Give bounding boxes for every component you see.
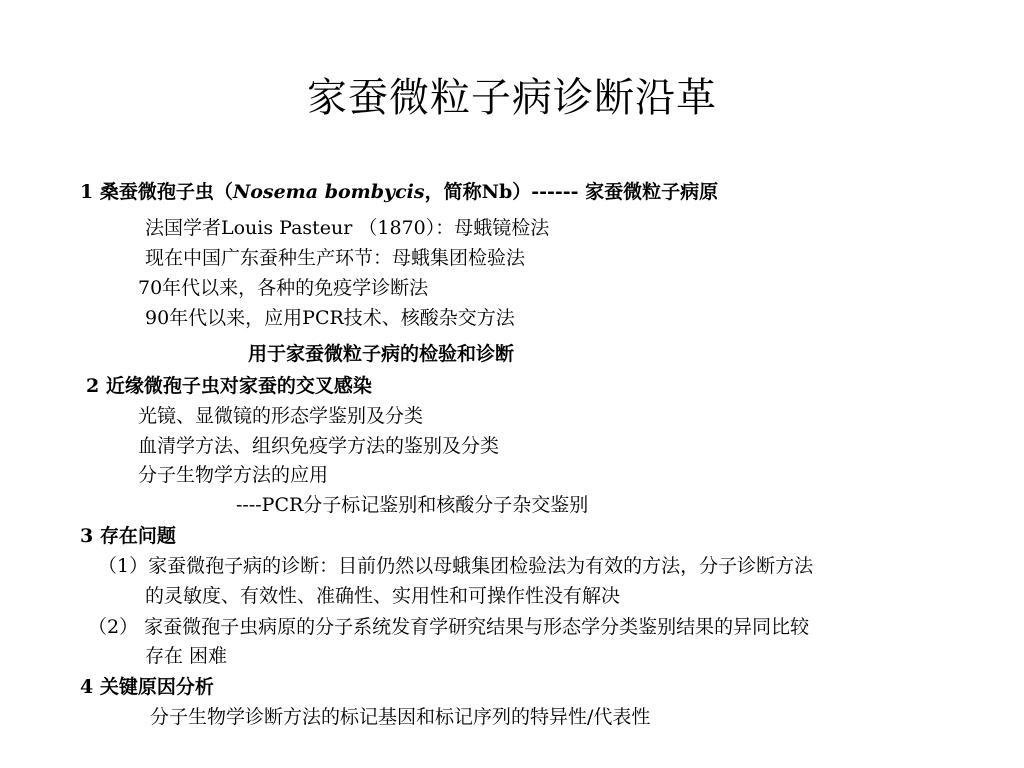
section-4-item: 分子生物学诊断方法的标记基因和标记序列的特异性/代表性 (150, 706, 651, 728)
section-2-sub: ----PCR分子标记鉴别和核酸分子杂交鉴别 (236, 494, 589, 516)
section-3-item-1-line-1: （1）家蚕微孢子病的诊断：目前仍然以母蛾集团检验法为有效的方法，分子诊断方法 (98, 555, 814, 577)
section-2-item: 光镜、显微镜的形态学鉴别及分类 (138, 405, 424, 427)
slide-title: 家蚕微粒子病诊断沿革 (307, 75, 717, 121)
section-1-item: 法国学者Louis Pasteur （1870）：母蛾镜检法 (145, 217, 550, 239)
section-1-summary: 用于家蚕微粒子病的检验和诊断 (248, 343, 515, 365)
section-2-item: 血清学方法、组织免疫学方法的鉴别及分类 (138, 435, 500, 457)
section-1-item: 现在中国广东蚕种生产环节：母蛾集团检验法 (145, 247, 526, 269)
section-1-heading-suffix: ，简称Nb）------ 家蚕微粒子病原 (424, 181, 719, 203)
section-3-item-2-line-2: 存在 困难 (145, 645, 228, 667)
section-1-heading-latin-name: Nosema bombycis (232, 181, 425, 203)
section-1-heading-prefix: 1 桑蚕微孢子虫（ (80, 181, 233, 203)
section-3-item-1-line-2: 的灵敏度、有效性、准确性、实用性和可操作性没有解决 (145, 585, 621, 607)
section-3-heading: 3 存在问题 (80, 525, 176, 547)
section-1-heading (80, 178, 718, 206)
section-1-item: 70年代以来，各种的免疫学诊断法 (138, 277, 429, 299)
section-2-heading: 2 近缘微孢子虫对家蚕的交叉感染 (86, 375, 372, 397)
section-2-item: 分子生物学方法的应用 (138, 464, 329, 486)
section-3-item-2-line-1: （2） 家蚕微孢子虫病原的分子系统发育学研究结果与形态学分类鉴别结果的异同比较 (88, 616, 810, 638)
section-1-item: 90年代以来，应用PCR技术、核酸杂交方法 (145, 307, 515, 329)
section-4-heading: 4 关键原因分析 (80, 676, 214, 698)
